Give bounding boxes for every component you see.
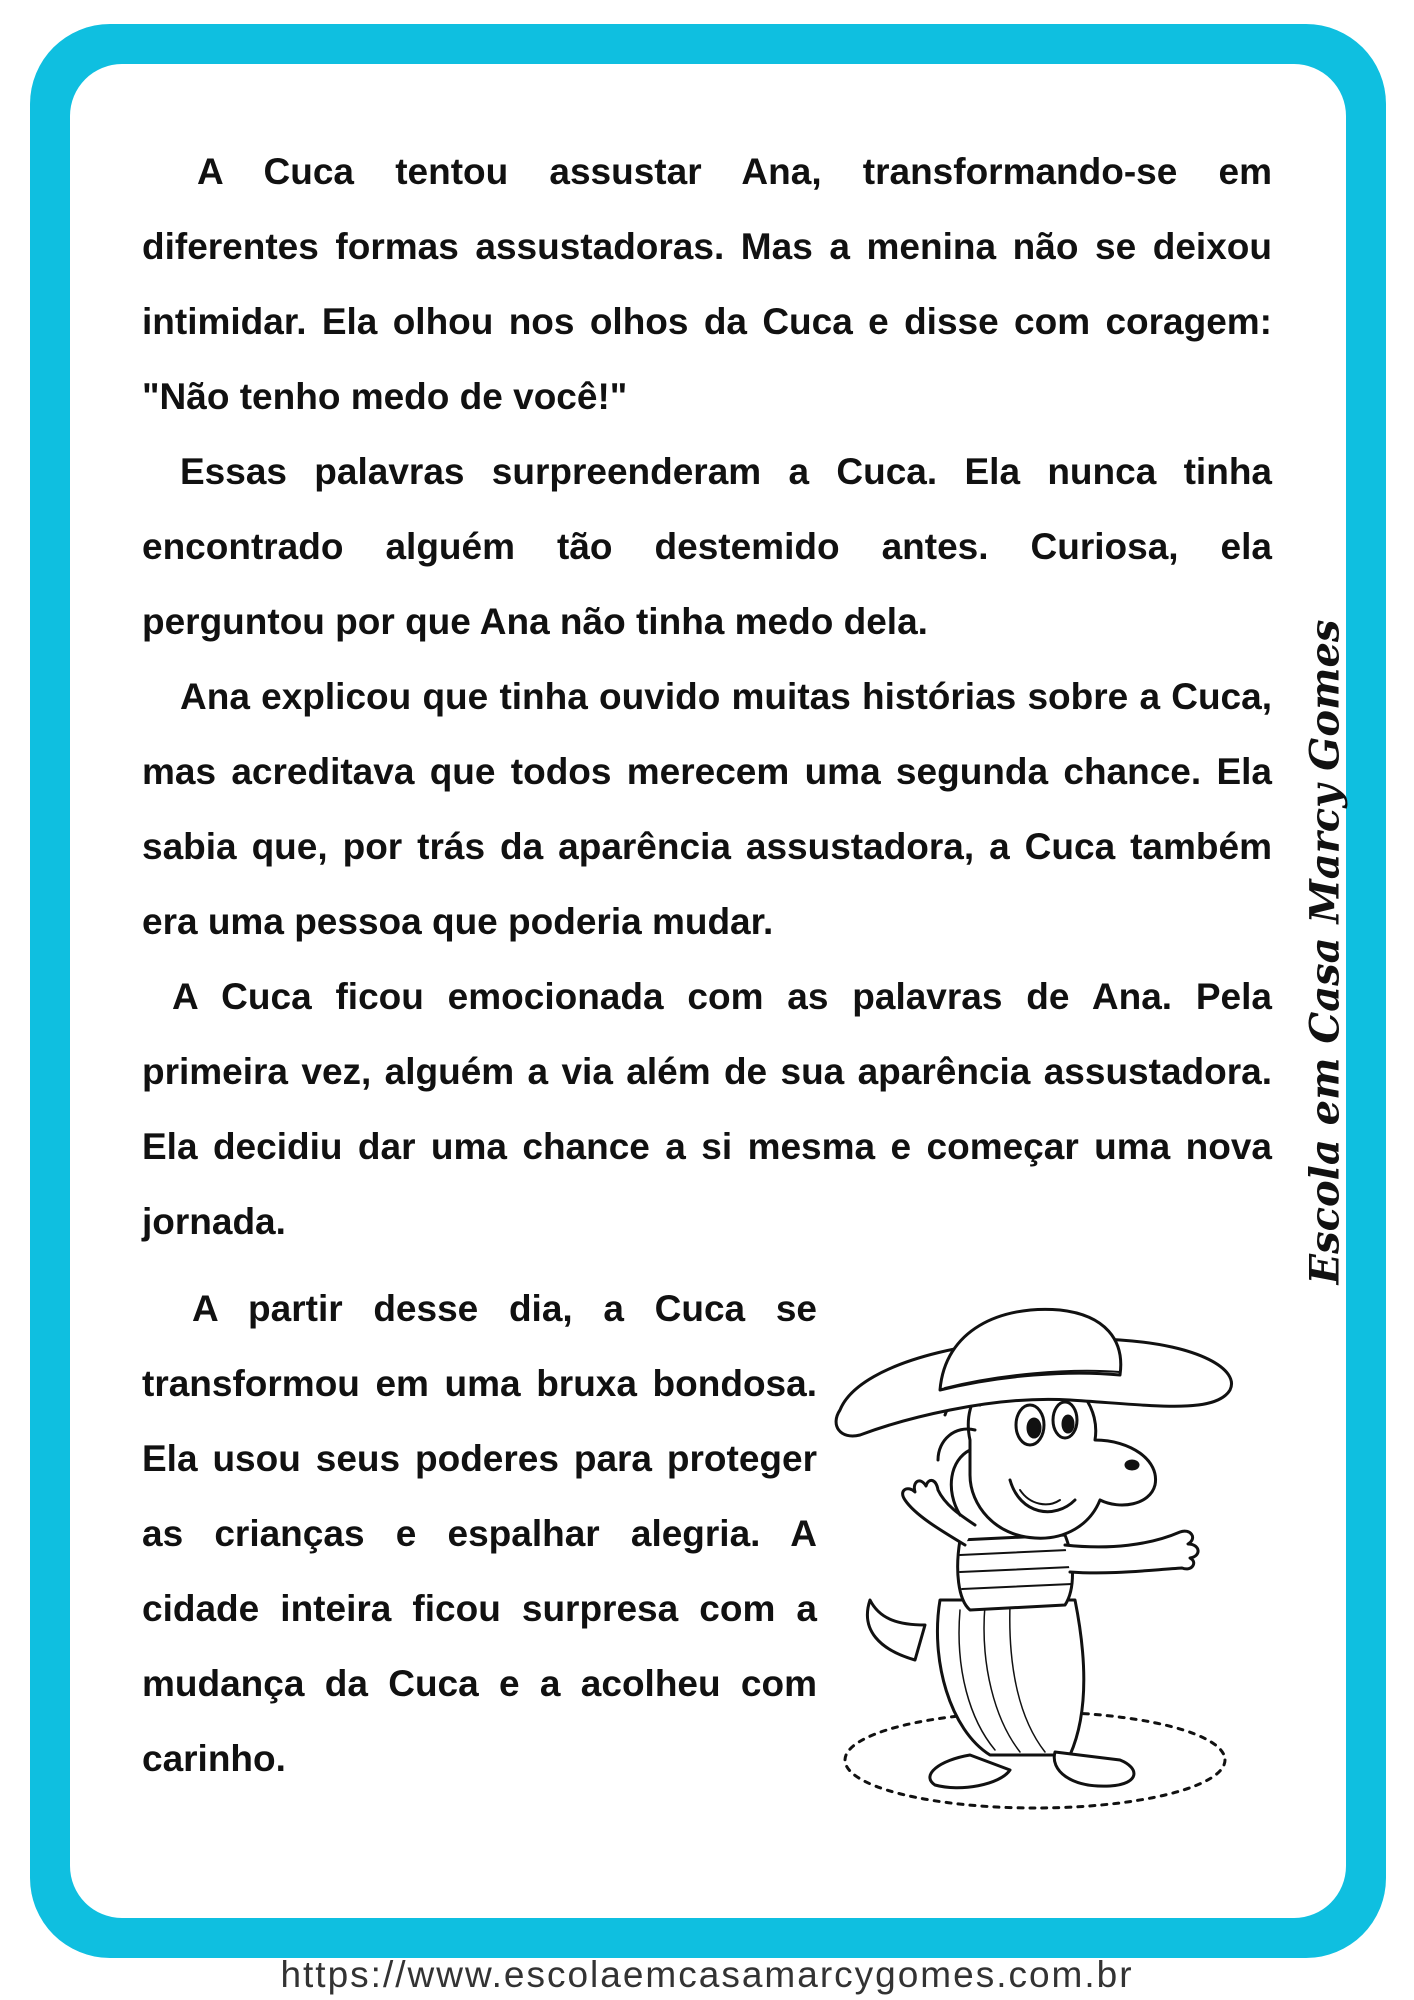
torso [958,1535,1073,1610]
story-paragraph-1: A Cuca tentou assustar Ana, transformando-se em diferentes formas assustadoras. Mas a menina não se deixou intimidar. Ela olhou nos olhos da Cuca e disse com coragem: "Não tenho medo de você!" [142,151,1272,417]
story-paragraph-4: A Cuca ficou emocionada com as palavras de Ana. Pela primeira vez, alguém a via além de sua aparência assustadora. Ela decidiu dar uma chance a si mesma e começar uma nova jornada. [142,976,1272,1242]
story-paragraph-5: A partir desse dia, a Cuca se transformou em uma bruxa bondosa. Ela usou seus poderes para proteger as crianças e espalhar alegria. A cidade inteira ficou surpresa com a mudança da Cuca e a acolheu com carinho. [142,1288,817,1779]
left-arm [903,1480,975,1545]
cuca-character-illustration [820,1300,1250,1820]
story-paragraph-2: Essas palavras surpreenderam a Cuca. Ela nunca tinha encontrado alguém tão destemido antes. Curiosa, ela perguntou por que Ana não tinha medo dela. [142,451,1272,642]
footer-website-url[interactable]: https://www.escolaemcasamarcygomes.com.br [280,1954,1134,1995]
vertical-watermark: Escola em Casa Marcy Gomes [1301,619,1349,1285]
left-foot [930,1755,1010,1788]
right-arm [1065,1531,1198,1573]
story-paragraph-3: Ana explicou que tinha ouvido muitas histórias sobre a Cuca, mas acreditava que todos merecem uma segunda chance. Ela sabia que, por trás da aparência assustadora, a Cuca também era uma pessoa que poderia mudar. [142,676,1272,942]
right-foot [1054,1752,1134,1786]
tail [867,1600,925,1660]
